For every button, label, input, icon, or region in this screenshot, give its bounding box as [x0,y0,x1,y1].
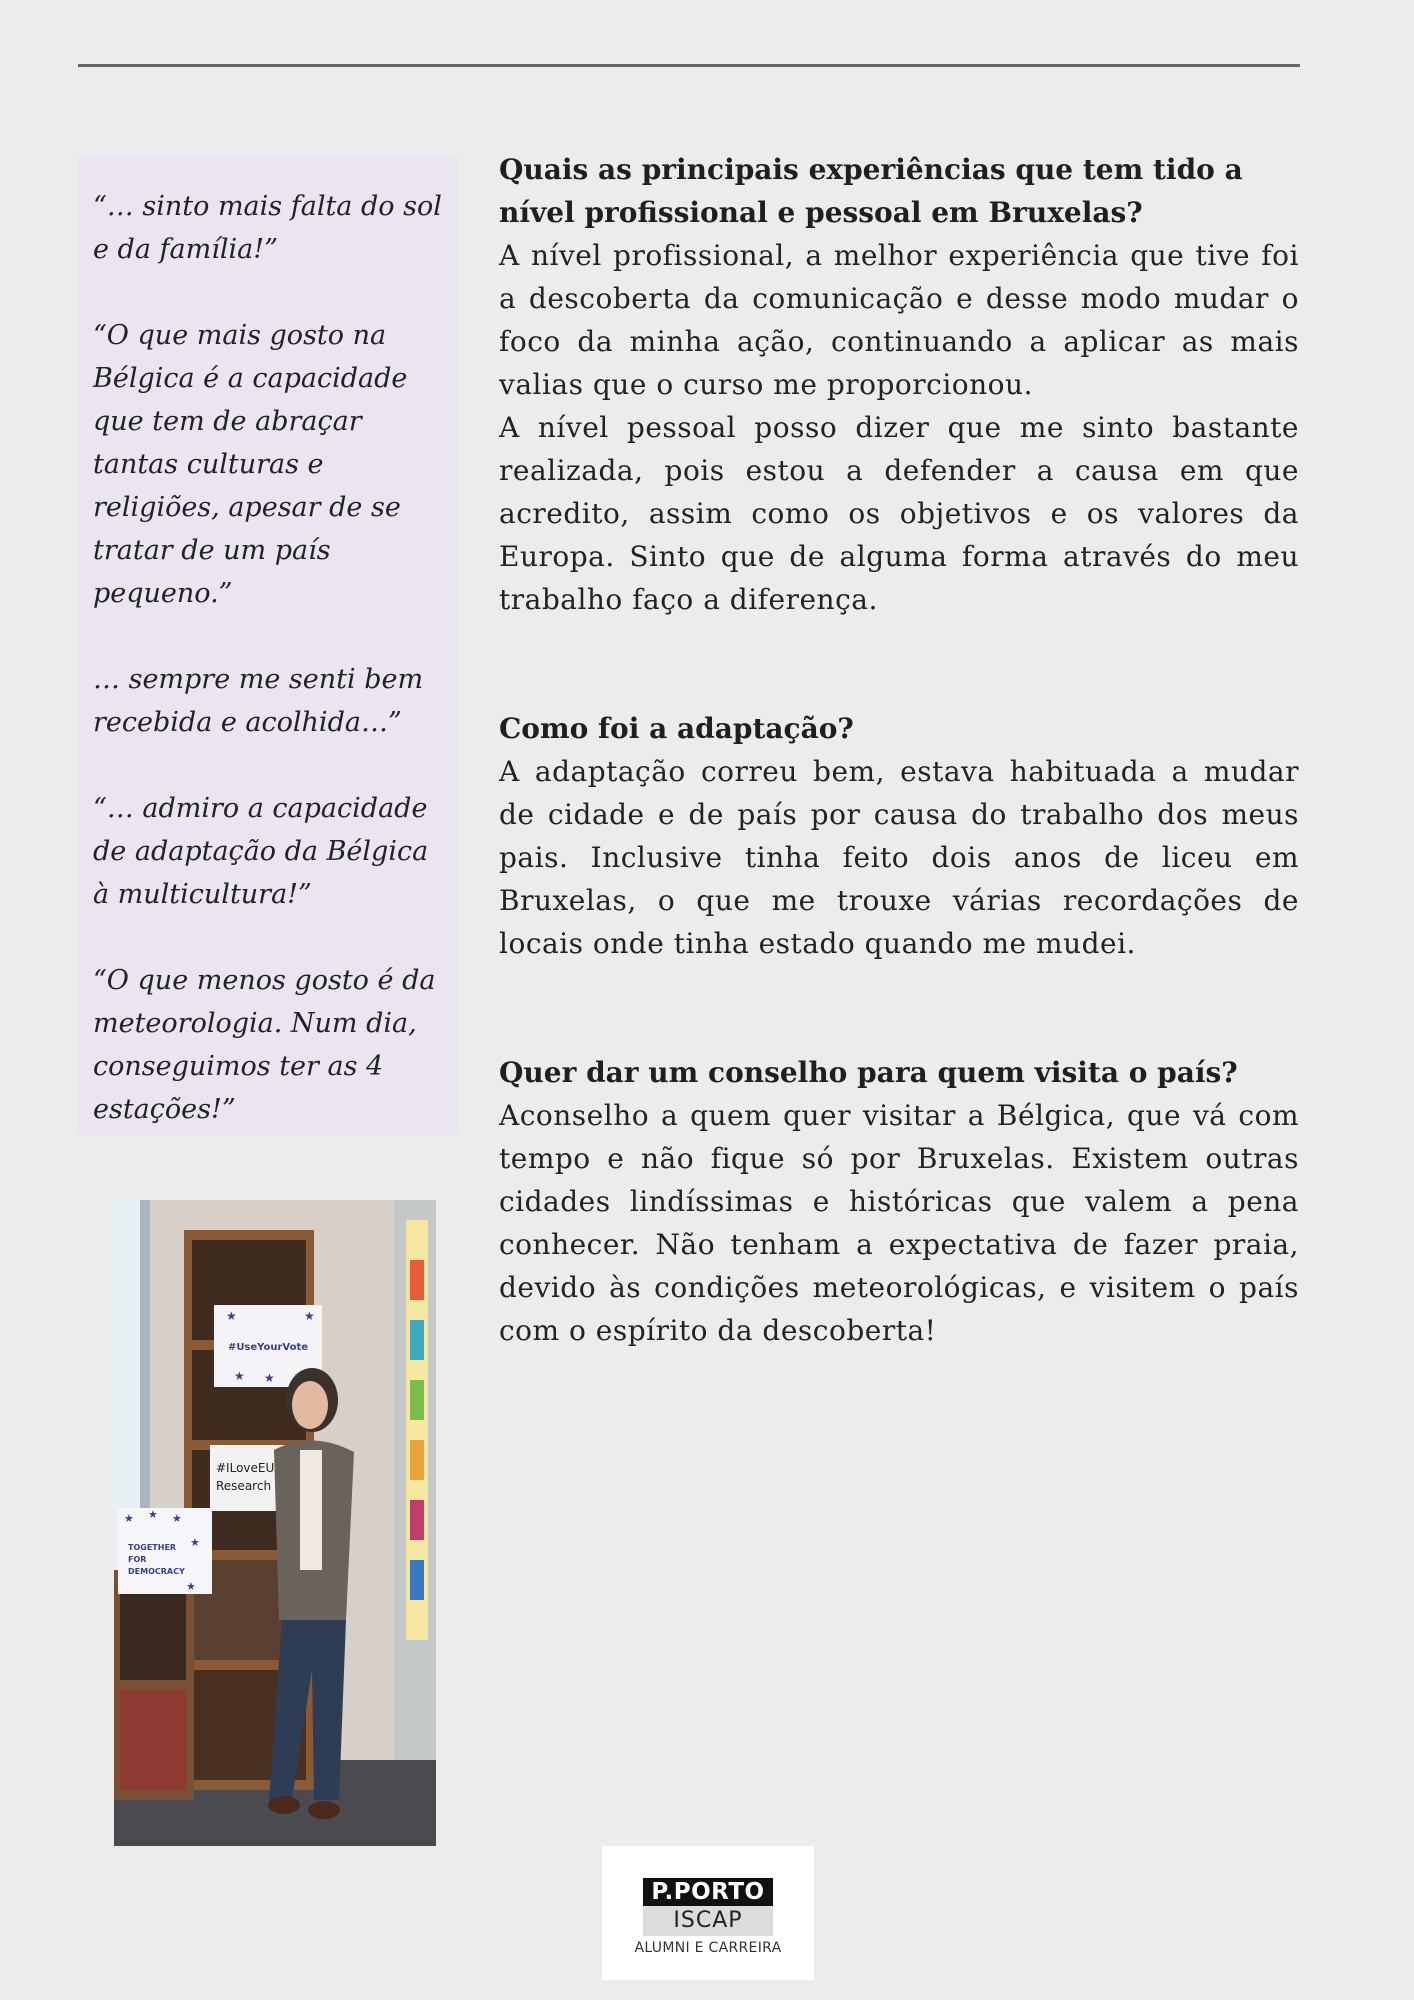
logo-iscap: ISCAP [643,1906,773,1936]
pporto-iscap-logo [602,1846,814,1980]
portrait-photo [114,1200,436,1846]
answer-paragraph: A adaptação correu bem, estava habituada a mudar de cidade e de país por causa do trabalho dos meus pais. Inclusive tinha feito dois anos de liceu em Bruxelas, o que me trouxe várias recordações de locais onde tinha estado quando me mudei. [499,755,1299,960]
logo-alumni: ALUMNI E CARREIRA [634,1940,782,1956]
question-title: Quais as principais experiências que tem tido a nível profissional e pessoal em Bruxelas? [499,153,1243,229]
section-advice [499,1051,1299,1352]
pull-quote: “… admiro a capacidade de adaptação da Bélgica à multicultura!” [93,793,429,910]
svg-text:★: ★ [124,1512,134,1525]
svg-text:★: ★ [172,1512,182,1525]
sign-democracy-text-2: FOR [128,1555,147,1564]
svg-text:★: ★ [264,1371,275,1385]
section-experiences [499,148,1299,621]
svg-text:★: ★ [226,1309,237,1323]
svg-text:★: ★ [148,1508,158,1521]
section-spacer [499,965,1299,1051]
section-spacer [499,621,1299,707]
pull-quote: “O que mais gosto na Bélgica é a capacidade que tem de abraçar tantas culturas e religiões, apesar de se tratar de um país pequeno.” [93,320,408,609]
section-adaptation [499,707,1299,965]
answer-paragraph: Aconselho a quem quer visitar a Bélgica, que vá com tempo e não fique só por Bruxelas. Existem outras cidades lindíssimas e históricas que valem a pena conhecer. Não tenham a expectativa de fazer praia, devido às condições meteorológicas, e visitem o país com o espírito da descoberta! [499,1099,1299,1347]
svg-text:★: ★ [186,1580,196,1593]
pull-quote: … sempre me senti bem recebida e acolhida…” [93,664,424,738]
svg-text:★: ★ [234,1369,245,1383]
answer-paragraph: A nível profissional, a melhor experiência que tive foi a descoberta da comunicação e desse modo mudar o foco da minha ação, continuando a aplicar as mais valias que o curso me proporcionou. [499,239,1299,401]
pull-quote: “… sinto mais falta do sol e da família!” [93,191,442,265]
photo-illustration [114,1200,436,1846]
sign-democracy-text-3: DEMOCRACY [128,1567,185,1576]
question-title: Quer dar um conselho para quem visita o país? [499,1056,1238,1089]
svg-text:★: ★ [304,1309,315,1323]
question-title: Como foi a adaptação? [499,712,854,745]
logo-pporto: P.PORTO [643,1878,773,1906]
sign-vote-text: #UseYourVote [227,1342,309,1353]
svg-text:★: ★ [190,1536,200,1549]
top-divider [78,64,1300,67]
sign-research-text-2: Research [216,1479,272,1493]
sign-democracy-text-1: TOGETHER [128,1543,177,1552]
quote-sidebar [78,155,458,1135]
interview-content [499,148,1299,1352]
pull-quote: “O que menos gosto é da meteorologia. Num dia, conseguimos ter as 4 estações!” [93,965,436,1125]
answer-paragraph: A nível pessoal posso dizer que me sinto bastante realizada, pois estou a defender a causa em que acredito, assim como os objetivos e os valores da Europa. Sinto que de alguma forma através do meu trabalho faço a diferença. [499,411,1299,616]
sign-research-text-1: #ILoveEU [216,1461,275,1475]
